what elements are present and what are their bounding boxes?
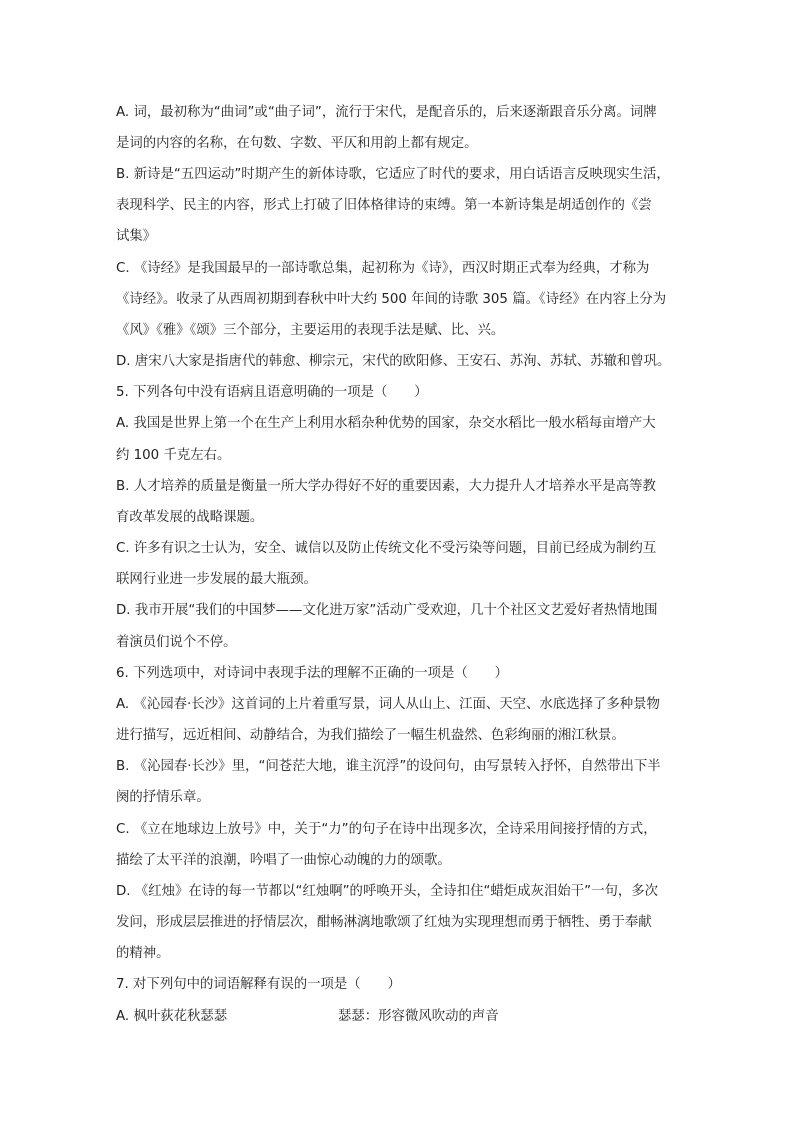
q6-option-a-line-2: 进行描写，远近相间、动静结合，为我们描绘了一幅生机盎然、色彩绚丽的湘江秋景。 <box>116 728 625 743</box>
q6-option-b-line-2: 阕的抒情乐章。 <box>116 790 210 805</box>
option-b-literature-line-2: 表现科学、民主的内容，形式上打破了旧体格律诗的束缚。第一本新诗集是胡适创作的《尝 <box>116 198 652 213</box>
q5-option-d-line-1: D. 我市开展“我们的中国梦——文化进万家”活动广受欢迎，几十个社区文艺爱好者热情地围 <box>116 603 658 618</box>
question-7-stem: 7. 对下列句中的词语解释有误的一项是（ ） <box>116 977 401 992</box>
q5-option-d-line-2: 着演员们说个不停。 <box>116 635 237 650</box>
q6-option-c-line-2: 描绘了太平洋的浪潮，吟唱了一曲惊心动魄的力的颂歌。 <box>116 853 451 868</box>
option-c-literature-line-2: 《诗经》。收录了从西周初期到春秋中叶大约 500 年间的诗歌 305 篇。《诗经》在内容上分为 <box>116 292 667 307</box>
q7-option-a-phrase: A. 枫叶荻花秋瑟瑟 <box>116 1009 228 1024</box>
q5-option-a-line-1: A. 我国是世界上第一个在生产上利用水稻杂种优势的国家，杂交水稻比一般水稻每亩增产大 <box>116 416 656 431</box>
q6-option-b-line-1: B. 《沁园春·长沙》里，“问苍茫大地，谁主沉浮”的设问句，由写景转入抒怀，自然带出下半 <box>116 759 661 774</box>
q5-option-c-line-2: 联网行业进一步发展的最大瓶颈。 <box>116 572 317 587</box>
option-b-literature-line-3: 试集》 <box>116 229 157 244</box>
option-a-literature-line-2: 是词的内容的名称，在句数、字数、平仄和用韵上都有规定。 <box>116 136 478 151</box>
q5-option-a-line-2: 约 100 千克左右。 <box>116 448 231 463</box>
q5-option-b-line-1: B. 人才培养的质量是衡量一所大学办得好不好的重要因素，大力提升人才培养水平是高等教 <box>116 479 656 494</box>
q5-option-c-line-1: C. 许多有识之士认为，安全、诚信以及防止传统文化不受污染等问题，目前已经成为制约互 <box>116 541 657 556</box>
q5-option-b-line-2: 育改革发展的战略课题。 <box>116 510 264 525</box>
question-6-stem: 6. 下列选项中，对诗词中表现手法的理解不正确的一项是（ ） <box>116 666 508 681</box>
q6-option-c-line-1: C. 《立在地球边上放号》中，关于“力”的句子在诗中出现多次，全诗采用间接抒情的方式， <box>116 822 657 837</box>
option-b-literature-line-1: B. 新诗是“五四运动”时期产生的新体诗歌，它适应了时代的要求，用白话语言反映现实生活， <box>116 167 670 182</box>
q6-option-d-line-3: 的精神。 <box>116 946 170 961</box>
option-a-literature-line-1: A. 词，最初称为“曲词”或“曲子词”，流行于宋代，是配音乐的，后来逐渐跟音乐分离。词牌 <box>116 105 657 120</box>
option-c-literature-line-1: C. 《诗经》是我国最早的一部诗歌总集，起初称为《诗》，西汉时期正式奉为经典，才称为 <box>116 261 650 276</box>
option-c-literature-line-3: 《风》《雅》《颂》三个部分，主要运用的表现手法是赋、比、兴。 <box>116 323 505 338</box>
q6-option-d-line-2: 发问，形成层层推进的抒情层次，酣畅淋漓地歌颂了红烛为实现理想而勇于牺牲、勇于奉献 <box>116 915 652 930</box>
q6-option-d-line-1: D. 《红烛》在诗的每一节都以“红烛啊”的呼唤开头，全诗扣住“蜡炬成灰泪始干”一句，多次 <box>116 884 659 899</box>
option-d-literature-line-1: D. 唐宋八大家是指唐代的韩愈、柳宗元，宋代的欧阳修、王安石、苏洵、苏轼、苏辙和曾巩。 <box>116 354 671 369</box>
q6-option-a-line-1: A. 《沁园春·长沙》这首词的上片着重写景，词人从山上、江面、天空、水底选择了多种景物 <box>116 697 660 712</box>
question-5-stem: 5. 下列各句中没有语病且语意明确的一项是（ ） <box>116 385 428 400</box>
q7-option-a-gloss: 瑟瑟：形容微风吹动的声音 <box>338 1009 499 1024</box>
